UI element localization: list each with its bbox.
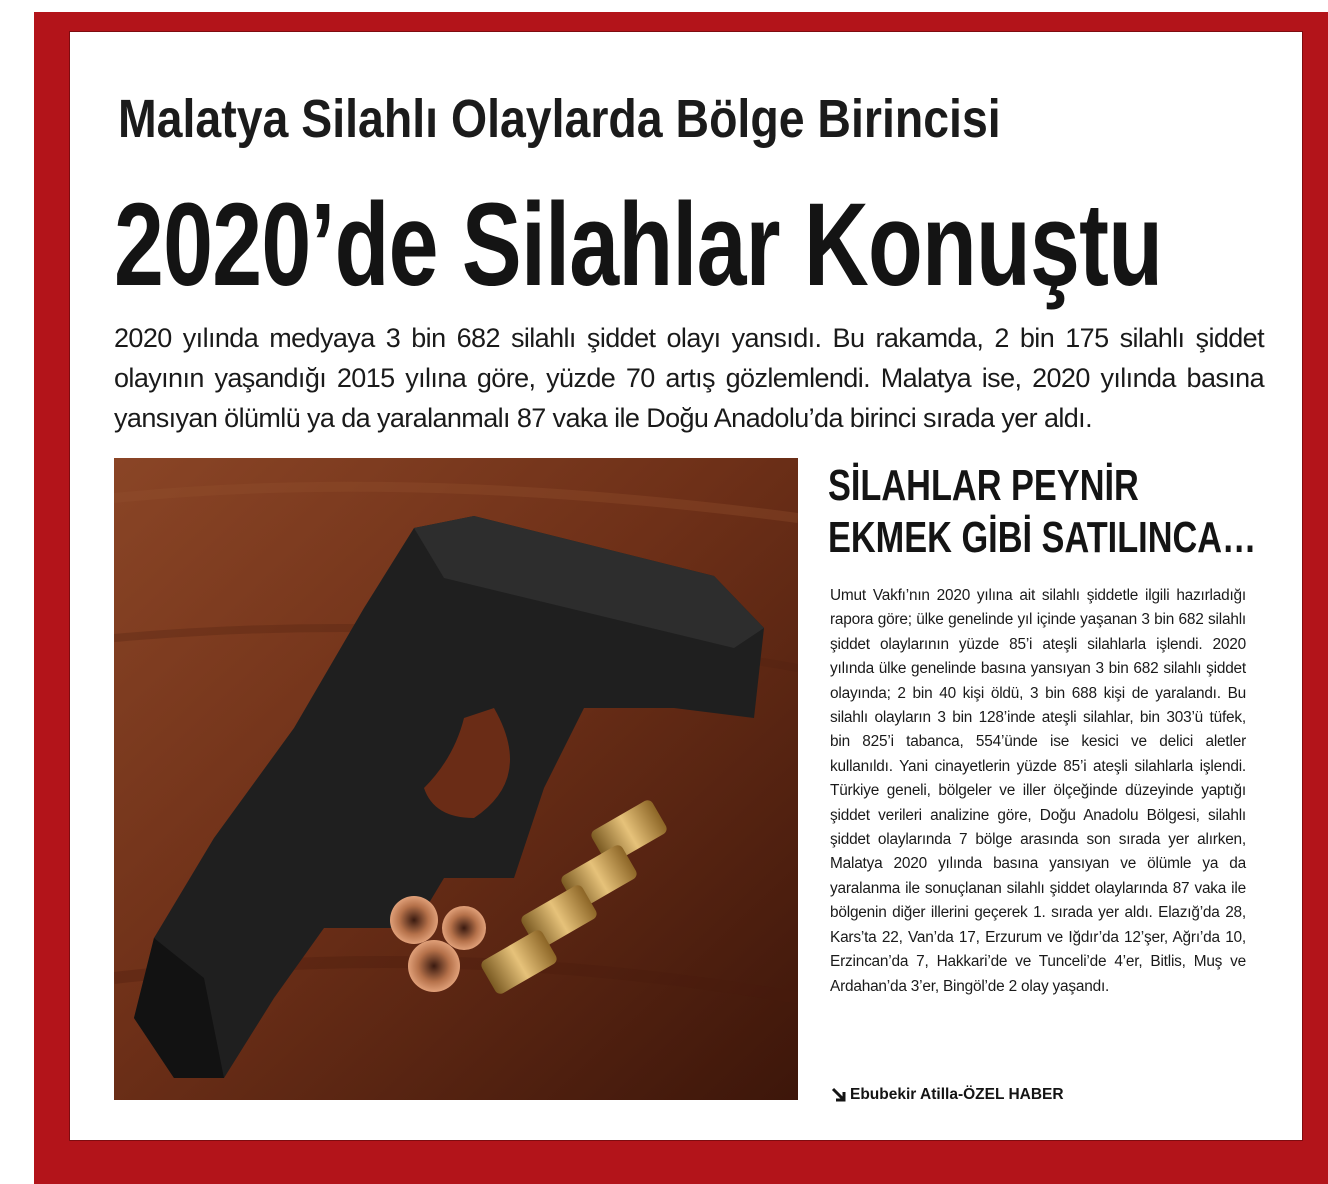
frame-left: [0, 0, 34, 1184]
byline: [830, 1084, 1064, 1106]
newspaper-page: [70, 32, 1302, 1140]
kicker-headline: Malatya Silahlı Olaylarda Bölge Birincisi: [118, 89, 1001, 149]
main-headline: 2020’de Silahlar Konuştu: [114, 179, 1163, 311]
frame-top: [0, 0, 1328, 12]
article-body: Umut Vakfı’nın 2020 yılına ait silahlı şiddetle ilgili hazırladığı rapora göre; ülke genelinde yıl içinde yaşanan 3 bin 682 silahlı şiddet olaylarının yüzde 85’i ateşli silahlarla işlendi. 2020 yılında ülke genelinde basına yansıyan 3 bin 682 silahlı şiddet olayında; 2 bin 40 kişi öldü, 3 bin 688 kişi de yaralandı. Bu silahlı olayların 3 bin 128’inde ateşli silahlar, bin 303’ü tüfek, bin 825’i tabanca, 554’ünde ise kesici ve delici aletler kullanıldı. Yani cinayetlerin yüzde 85’i ateşli silahlarla işlendi. Türkiye geneli, bölgeler ve iller ölçeğinde düzeyinde yaptığı şiddet verileri analizine göre, Doğu Anadolu Bölgesi, silahlı şiddet olaylarında 7 bölge arasında son sırada yer alırken, Malatya 2020 yılında basına yansıyan ve ölümle ya da yaralanma ile sonuçlanan silahlı şiddet olaylarında 87 vaka ile bölgenin diğer illerini geçerek 1. sırada yer aldı. Elazığ’da 28, Kars’ta 22, Van’da 17, Erzurum ve Iğdır’da 12’şer, Ağrı’da 10, Erzincan’da 7, Hakkari’de ve Tunceli’de 4’er, Bitlis, Muş ve Ardahan’da 3’er, Bingöl’de 2 olay yaşandı.: [830, 587, 1246, 995]
pistol-photo: [114, 458, 798, 1100]
subheadline: [828, 460, 1257, 564]
arrow-icon: [830, 1086, 848, 1104]
byline-text: Ebubekir Atilla-ÖZEL HABER: [850, 1086, 1064, 1103]
subheadline-line-1: SİLAHLAR PEYNİR: [828, 461, 1139, 510]
lead-paragraph: 2020 yılında medyaya 3 bin 682 silahlı şiddet olayı yansıdı. Bu rakamda, 2 bin 175 silahlı şiddet olayının yaşandığı 2015 yılına göre, yüzde 70 artış gözlemlendi. Malatya ise, 2020 yılında basına yansıyan ölümlü ya da yaralanmalı 87 vaka ile Doğu Anadolu’da birinci sırada yer aldı.: [114, 323, 1264, 433]
subheadline-line-2: EKMEK GİBİ SATILINCA…: [828, 513, 1257, 562]
